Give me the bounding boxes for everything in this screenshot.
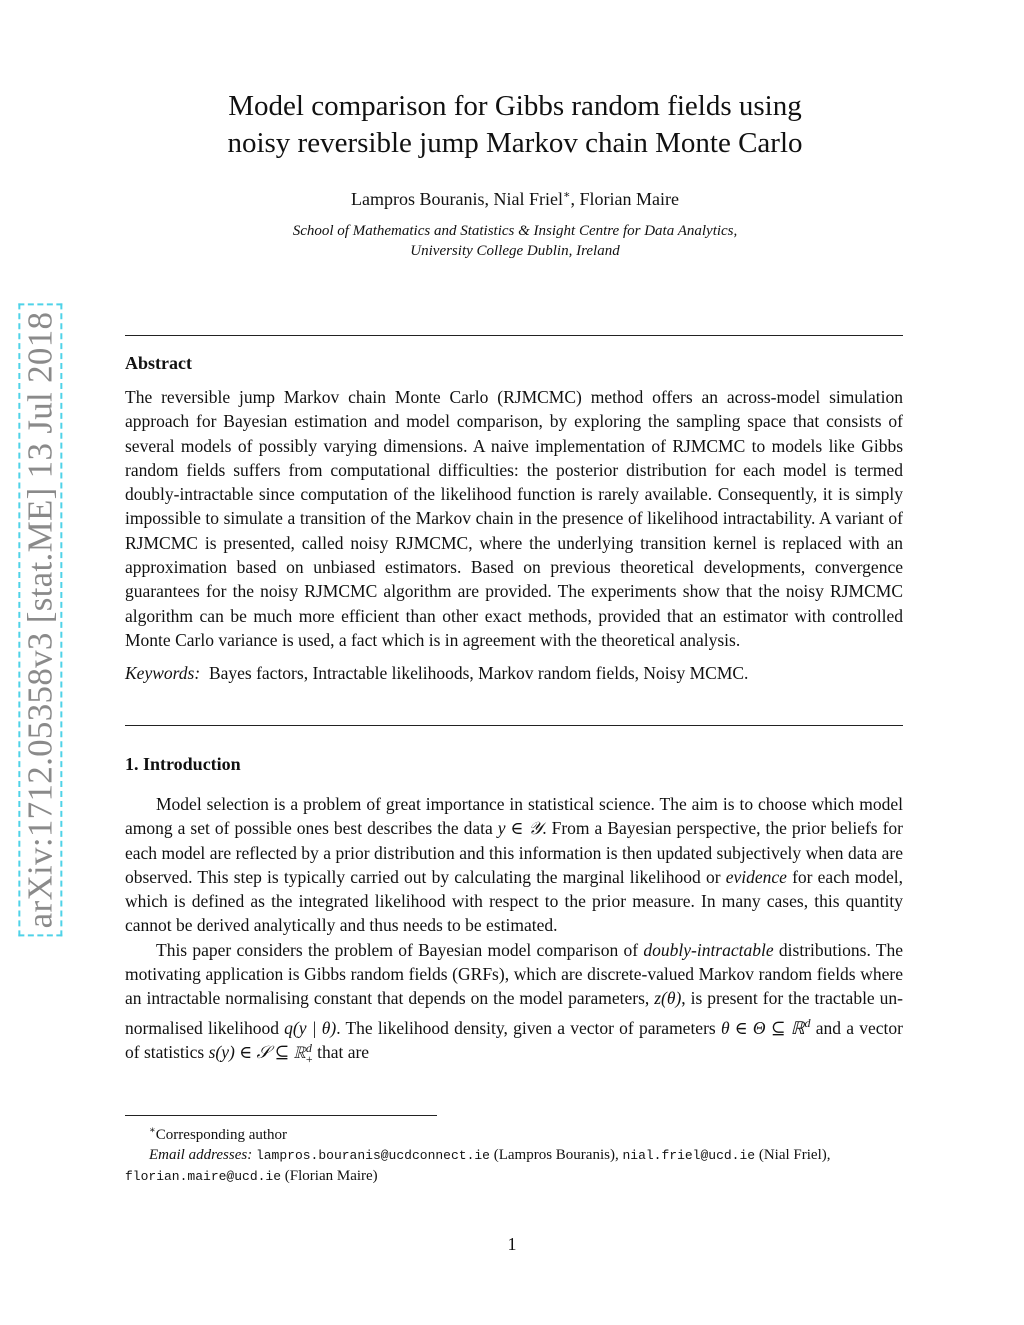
- footnote-emails: [125, 1145, 903, 1187]
- footnotes: [125, 1121, 903, 1187]
- email-maire-name: (Florian Maire): [281, 1168, 378, 1184]
- intro-p1-text-b: . From a Bayesian perspective, the prior beliefs for each model are reflected by a prior distribution and this information is then updated subjectively when data are observed. This step is typically carried out by calculating the marginal likelihood or: [125, 818, 904, 887]
- footnote-corresponding: [125, 1121, 903, 1145]
- author-friel: Nial Friel: [493, 189, 563, 209]
- abstract-bottom-rule: [125, 725, 903, 726]
- title-line-2: noisy reversible jump Markov chain Monte Carlo: [227, 127, 803, 159]
- abstract-top-rule: [125, 335, 903, 336]
- math-s-sub: +: [305, 1051, 313, 1066]
- paper-title: [120, 88, 910, 162]
- title-line-1: Model comparison for Gibbs random fields using: [228, 90, 802, 122]
- abstract-text: The reversible jump Markov chain Monte Carlo (RJMCMC) method offers an across-model simulation approach for Bayesian estimation and model comparison, by exploring the sampling space that consists of several models of possibly varying dimensions. A naive implementation of RJMCMC to models like Gibbs random fields suffers from computational difficulties: the posterior distribution for each model is termed doubly-intractable since computation of the likelihood function is rarely available. Consequently, it is simply impossible to simulate a transition of the Markov chain in the presence of likelihood intractability. A variant of RJMCMC is presented, called noisy RJMCMC, where the underlying transition kernel is replaced with an approximation based on unbiased estimators. Based on previous theoretical developments, convergence guarantees for the noisy RJMCMC algorithm are provided. The experiments show that the noisy RJMCMC algorithm can be much more efficient than other exact methods, provided that an estimator with controlled Monte Carlo variance is used, a fact which is in agreement with the theoretical analysis.: [125, 387, 903, 650]
- math-s-in-R: s(y) ∈ 𝒮 ⊆ ℝ: [208, 1041, 306, 1062]
- math-y-in-Y: y ∈ 𝒴: [497, 818, 543, 839]
- intro-p2-text-f: that are: [312, 1041, 370, 1062]
- email-maire-link[interactable]: florian.maire@ucd.ie: [125, 1169, 282, 1184]
- keywords-text: Bayes factors, Intractable likelihoods, Markov random fields, Noisy MCMC.: [208, 663, 749, 684]
- email-friel-link[interactable]: nial.friel@ucd.ie: [622, 1148, 756, 1163]
- corresponding-mark: ∗: [563, 189, 571, 201]
- email-bouranis-link[interactable]: lampros.bouranis@ucdconnect.ie: [255, 1148, 490, 1163]
- intro-p2-text-d: . The likelihood density, given a vector of parameters: [336, 1017, 721, 1038]
- keywords-label: Keywords:: [125, 663, 201, 684]
- intro-p1-text-c: for each model, which is defined as the integrated likelihood with respect to the prior measure. In many cases, this quantity cannot be derived analytically and thus needs to be estimated.: [125, 866, 903, 936]
- footnote-mark: ∗: [149, 1125, 156, 1136]
- footnote-corresponding-text: Corresponding author: [155, 1127, 288, 1143]
- author-list: [120, 188, 910, 210]
- affiliation-line-2: University College Dublin, Ireland: [410, 243, 620, 259]
- footnote-rule: [125, 1115, 437, 1116]
- math-q-y-theta: q(y | θ): [284, 1017, 337, 1038]
- affiliation-line-1: School of Mathematics and Statistics & Insight Centre for Data Analytics,: [292, 223, 738, 239]
- math-s-scripts: [305, 1040, 313, 1066]
- author-bouranis: Lampros Bouranis,: [351, 189, 494, 209]
- math-theta-sup: d: [804, 1015, 811, 1030]
- email-bouranis-name: (Lampros Bouranis),: [489, 1147, 623, 1163]
- affiliation: [120, 221, 910, 261]
- author-maire: , Florian Maire: [570, 189, 679, 209]
- intro-paragraph-1: [125, 792, 903, 938]
- abstract-heading: Abstract: [125, 353, 192, 373]
- keywords: [125, 661, 903, 685]
- intro-p2-text-c: , is present for the tractable un-normalised likelihood: [125, 988, 903, 1038]
- intro-p2-text-e: and a vector of statistics: [125, 1017, 903, 1062]
- page-number: 1: [507, 1234, 517, 1254]
- math-z-theta: z(θ): [654, 988, 682, 1009]
- term-doubly-intractable: doubly-intractable: [643, 939, 774, 960]
- term-evidence: evidence: [725, 866, 787, 887]
- arxiv-stamp: [15, 311, 65, 929]
- math-theta-in-R: θ ∈ Θ ⊆ ℝ: [720, 1017, 805, 1038]
- email-label: Email addresses:: [149, 1147, 253, 1163]
- arxiv-id[interactable]: arXiv:1712.05358v3 [stat.ME] 13 Jul 2018: [18, 304, 62, 937]
- intro-paragraph-2: [125, 938, 903, 1065]
- email-friel-name: (Nial Friel),: [755, 1147, 831, 1163]
- intro-p2-text-a: This paper considers the problem of Bayesian model comparison of: [156, 939, 644, 960]
- abstract-body: [125, 385, 903, 686]
- math-s-sup: d: [305, 1040, 312, 1055]
- introduction-body: [125, 792, 903, 1065]
- intro-p1-text-a: Model selection is a problem of great importance in statistical science. The aim is to choose which model among a set of possible ones best describes the data: [125, 794, 903, 839]
- intro-p2-text-b: distributions. The motivating application is Gibbs random fields (GRFs), which are discrete-valued Markov random fields where an intractable normalising constant that depends on the model parameters,: [125, 939, 903, 1009]
- section-heading-introduction: 1. Introduction: [125, 754, 241, 774]
